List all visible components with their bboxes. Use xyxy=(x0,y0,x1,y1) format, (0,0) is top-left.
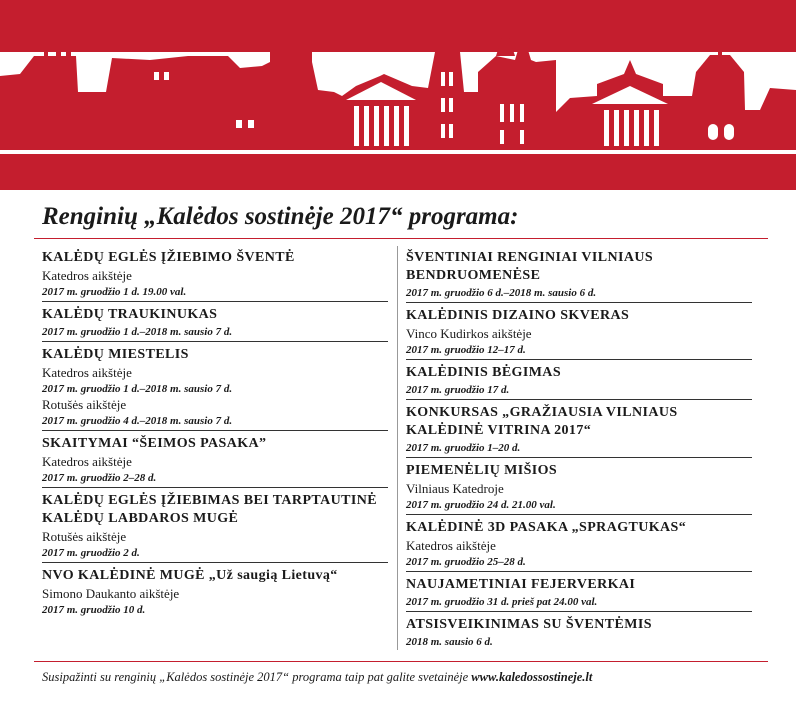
footer-note xyxy=(42,670,592,685)
event-date: 2017 m. gruodžio 10 d. xyxy=(42,604,146,616)
event-date: 2017 m. gruodžio 1 d.–2018 m. sausio 7 d. xyxy=(42,383,233,395)
right-event-column xyxy=(406,249,752,655)
event-name: KALĖDINIS BĖGIMAS xyxy=(406,365,562,380)
event-name: NVO KALĖDINĖ MUGĖ „Už saugią Lietuvą“ xyxy=(42,568,338,583)
event-charity-fair xyxy=(42,492,388,563)
event-christmas-run xyxy=(406,364,752,400)
skyline-illustration xyxy=(0,0,796,190)
program-title: Renginių „Kalėdos sostinėje 2017“ programa: xyxy=(42,203,519,230)
event-nutcracker-3d xyxy=(406,519,752,572)
event-date: 2017 m. gruodžio 1 d.–2018 m. sausio 7 d. xyxy=(42,326,233,338)
event-name: KONKURSAS „GRAŽIAUSIA VILNIAUS KALĖDINĖ VITRINA 2017“ xyxy=(406,405,678,438)
event-name: KALĖDŲ EGLĖS ĮŽIEBIMO ŠVENTĖ xyxy=(42,250,295,265)
event-name: ATSISVEIKINIMAS SU ŠVENTĖMIS xyxy=(406,617,652,632)
event-date-secondary: 2017 m. gruodžio 4 d.–2018 m. sausio 7 d. xyxy=(42,415,233,427)
event-shepherds-mass xyxy=(406,462,752,515)
event-date: 2017 m. gruodžio 12–17 d. xyxy=(406,344,526,356)
event-date: 2017 m. gruodžio 25–28 d. xyxy=(406,556,526,568)
event-name: KALĖDINĖ 3D PASAKA „SPRAGTUKAS“ xyxy=(406,520,687,535)
footer-text: Susipažinti su renginių „Kalėdos sostinėje 2017“ programa taip pat galite svetainėje xyxy=(42,670,472,684)
event-location: Rotušės aikštėje xyxy=(42,529,127,544)
event-date: 2017 m. gruodžio 1 d. 19.00 val. xyxy=(42,286,187,298)
event-new-year-fireworks xyxy=(406,576,752,612)
event-date: 2017 m. gruodžio 24 d. 21.00 val. xyxy=(406,499,556,511)
event-name: KALĖDŲ MIESTELIS xyxy=(42,347,189,362)
event-date: 2017 m. gruodžio 1–20 d. xyxy=(406,442,521,454)
event-name: KALĖDINIS DIZAINO SKVERAS xyxy=(406,308,630,323)
event-date: 2017 m. gruodžio 2 d. xyxy=(42,547,140,559)
event-location-secondary: Rotušės aikštėje xyxy=(42,397,127,412)
event-date: 2018 m. sausio 6 d. xyxy=(406,636,493,648)
website-link[interactable]: www.kaledossostineje.lt xyxy=(471,670,593,684)
event-design-square xyxy=(406,307,752,360)
event-name: SKAITYMAI “ŠEIMOS PASAKA” xyxy=(42,436,267,451)
event-location: Simono Daukanto aikštėje xyxy=(42,586,180,601)
event-location: Katedros aikštėje xyxy=(42,454,132,469)
event-name: KALĖDŲ TRAUKINUKAS xyxy=(42,307,218,322)
event-window-contest xyxy=(406,404,752,458)
top-rule xyxy=(34,238,768,239)
event-location: Vinco Kudirkos aikštėje xyxy=(406,326,532,341)
event-name: ŠVENTINIAI RENGINIAI VILNIAUS BENDRUOMENĖSE xyxy=(406,250,654,283)
event-name: KALĖDŲ EGLĖS ĮŽIEBIMAS BEI TARPTAUTINĖ KALĖDŲ LABDAROS MUGĖ xyxy=(42,493,377,526)
event-family-tale-readings xyxy=(42,435,388,488)
left-event-column xyxy=(42,249,388,623)
event-farewell-holidays xyxy=(406,616,752,651)
event-location: Katedros aikštėje xyxy=(406,538,496,553)
event-ngo-fair xyxy=(42,567,388,619)
event-location: Vilniaus Katedroje xyxy=(406,481,504,496)
event-community-events xyxy=(406,249,752,303)
event-name: PIEMENĖLIŲ MIŠIOS xyxy=(406,463,558,478)
column-divider xyxy=(397,246,398,650)
skyline-banner xyxy=(0,0,796,190)
event-tree-lighting xyxy=(42,249,388,302)
event-location: Katedros aikštėje xyxy=(42,268,132,283)
event-location: Katedros aikštėje xyxy=(42,365,132,380)
event-date: 2017 m. gruodžio 6 d.–2018 m. sausio 6 d. xyxy=(406,287,597,299)
event-date: 2017 m. gruodžio 2–28 d. xyxy=(42,472,157,484)
event-name: NAUJAMETINIAI FEJERVERKAI xyxy=(406,577,636,592)
bottom-rule xyxy=(34,661,768,662)
event-christmas-town xyxy=(42,346,388,431)
event-christmas-train xyxy=(42,306,388,342)
event-date: 2017 m. gruodžio 17 d. xyxy=(406,384,510,396)
event-date: 2017 m. gruodžio 31 d. prieš pat 24.00 val. xyxy=(406,596,598,608)
